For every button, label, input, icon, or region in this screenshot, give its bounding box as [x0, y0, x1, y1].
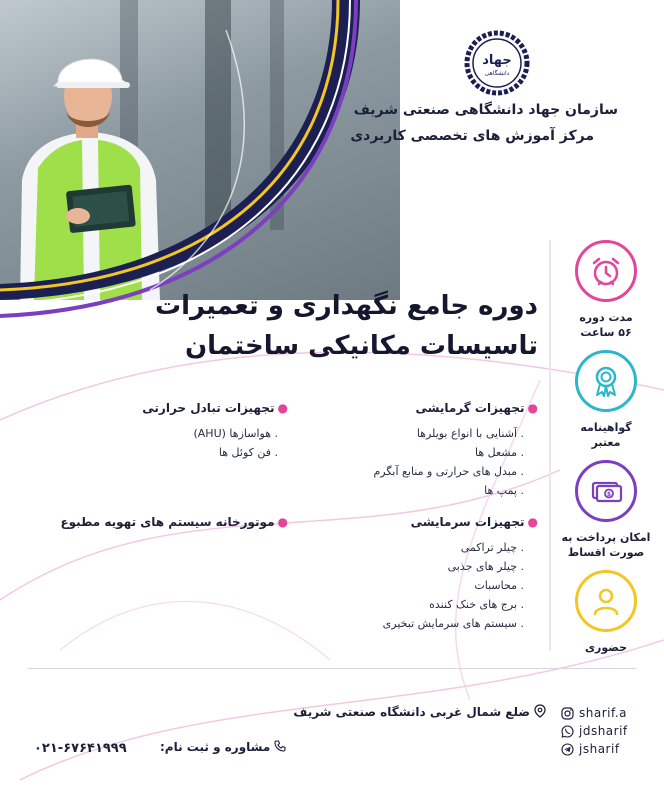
- organization-name: سازمان جهاد دانشگاهی صنعتی شریف: [353, 102, 618, 118]
- list-item: . آشنایی با انواع بویلرها: [416, 427, 524, 440]
- list-item: . مبدل های حرارتی و منابع آبگرم: [373, 465, 524, 478]
- section-heating-title: ●تجهیزات گرمایشی: [415, 401, 538, 415]
- list-item: . سیستم های سرمایش تبخیری: [382, 617, 524, 630]
- feature-in-person-label: حضوری: [584, 641, 628, 654]
- section-cooling-title: ●تجهیزات سرمایشی: [410, 515, 538, 529]
- social-instagram[interactable]: [560, 704, 660, 722]
- social-handle: sharif.a: [579, 706, 627, 720]
- svg-text:جهاد: جهاد: [482, 53, 512, 68]
- social-links: [560, 704, 660, 758]
- bullet-dot: ●: [277, 515, 288, 529]
- phone-number[interactable]: ۰۲۱-۶۷۶۴۱۹۹۹: [34, 741, 127, 756]
- feature-duration: [548, 240, 664, 340]
- feature-certificate-value: معتبر: [591, 436, 621, 449]
- feature-list: [548, 240, 664, 654]
- feature-installments-label: امکان پرداخت به: [561, 531, 651, 544]
- social-handle: jsharif: [579, 742, 620, 756]
- list-item: . برج های خنک کننده: [429, 598, 524, 611]
- section-heat-exchange-items: [193, 424, 278, 462]
- award-ribbon-icon: [575, 350, 637, 412]
- phone-icon: [274, 740, 286, 755]
- consult-label: مشاوره و ثبت نام:: [160, 740, 271, 754]
- user-icon: [575, 570, 637, 632]
- svg-text:دانشگاهی: دانشگاهی: [484, 70, 510, 77]
- list-item: . هواسازها (AHU): [193, 427, 278, 440]
- list-item: . محاسبات: [474, 579, 524, 592]
- bullet-dot: ●: [527, 401, 538, 415]
- footer-divider: [28, 668, 636, 669]
- feature-duration-value: ۵۶ ساعت: [580, 326, 632, 339]
- course-title: [118, 286, 538, 366]
- feature-certificate: [548, 350, 664, 450]
- jahad-logo: [464, 30, 530, 96]
- list-item: . فن کوئل ها: [218, 446, 278, 459]
- whatsapp-icon: [560, 724, 574, 738]
- list-item: . چیلر تراکمی: [460, 541, 524, 554]
- feature-duration-label: مدت دوره: [579, 311, 633, 324]
- section-engine-room-title: ●موتورخانه سیستم های تهویه مطبوع: [60, 515, 288, 529]
- svg-text:$: $: [606, 491, 612, 498]
- alarm-clock-icon: [575, 240, 637, 302]
- banknote-icon: [575, 460, 637, 522]
- list-item: . چیلر های جذبی: [447, 560, 524, 573]
- center-name: مرکز آموزش های تخصصی کاربردی: [350, 128, 594, 144]
- location-pin-icon: [534, 704, 546, 721]
- list-item: . پمپ ها: [484, 484, 524, 497]
- address: [293, 704, 546, 721]
- feature-certificate-label: گواهینامه: [580, 421, 632, 434]
- course-title-line2: تاسیسات مکانیکی ساختمان: [184, 331, 538, 361]
- address-text: ضلع شمال غربی دانشگاه صنعتی شریف: [293, 705, 530, 719]
- section-cooling-items: [383, 538, 524, 633]
- bullet-dot: ●: [527, 515, 538, 529]
- bullet-dot: ●: [277, 401, 288, 415]
- consult-registration: [160, 740, 286, 755]
- telegram-icon: [560, 742, 574, 756]
- social-whatsapp[interactable]: [560, 722, 660, 740]
- course-title-line1: دوره جامع نگهداری و تعمیرات: [154, 291, 538, 321]
- feature-installments: [548, 460, 664, 560]
- section-heating-items: [373, 424, 524, 500]
- section-heat-exchange-title: ●تجهیزات تبادل حرارتی: [142, 401, 288, 415]
- social-telegram[interactable]: [560, 740, 660, 758]
- social-handle: jdsharif: [579, 724, 628, 738]
- list-item: . مشعل ها: [475, 446, 524, 459]
- feature-installments-value: صورت اقساط: [567, 546, 645, 559]
- feature-in-person: [548, 570, 664, 655]
- instagram-icon: [560, 706, 574, 720]
